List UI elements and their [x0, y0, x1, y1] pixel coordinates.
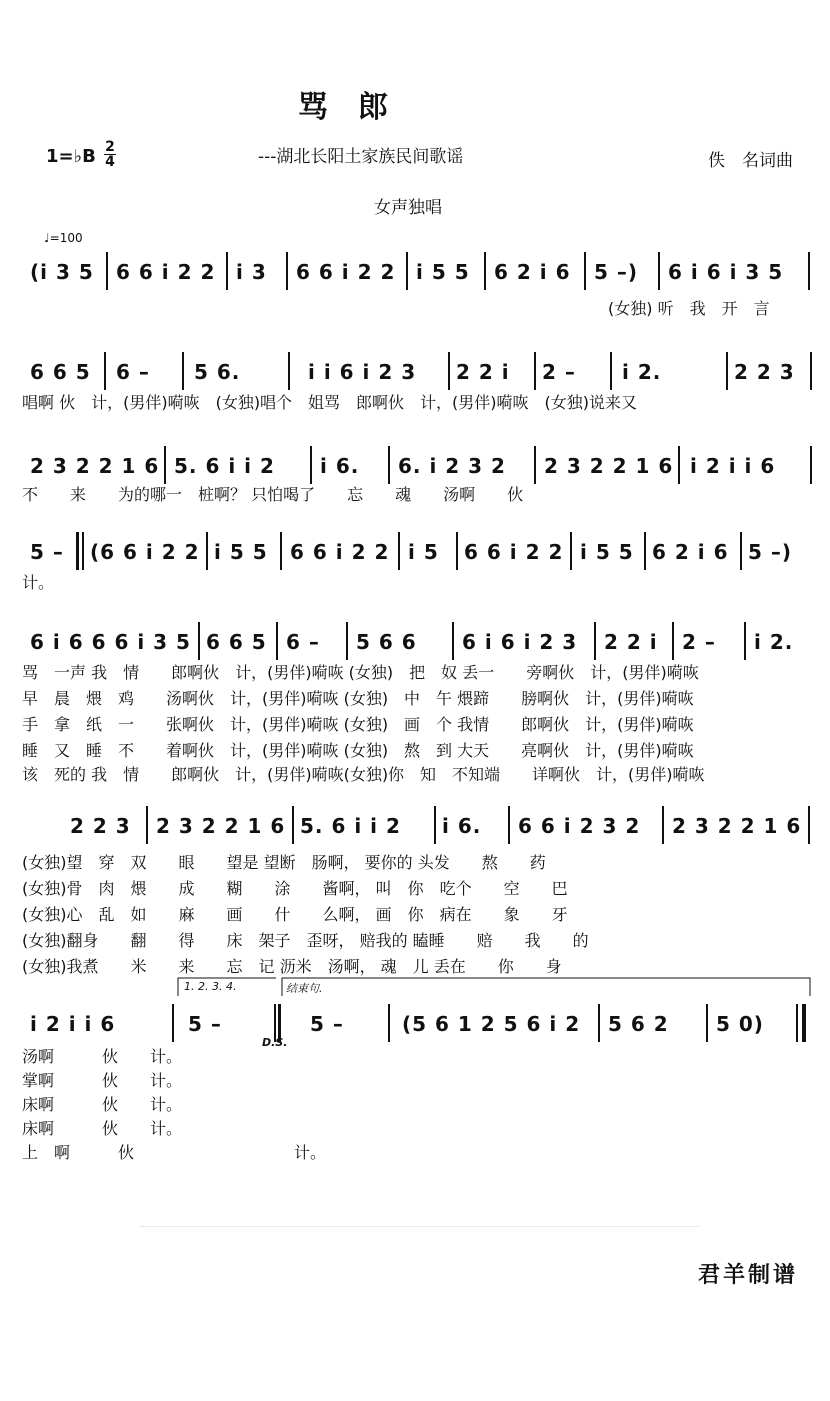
- measure: 2 3 2 2 1 6: [544, 454, 674, 478]
- lyric-line: 汤啊 伙 计。: [22, 1047, 183, 1066]
- measure: 6. i 2 3 2: [398, 454, 506, 478]
- measure: 6 2 i 6: [494, 260, 571, 284]
- measure: (i 3 5: [30, 260, 94, 284]
- lyric-line: 唱啊 伙 计，(男伴)嗬咴 (女独)唱个 姐骂 郎啊伙 计，(男伴)嗬咴 (女独)说来又: [22, 393, 638, 412]
- measure: 2 2 3: [734, 360, 795, 384]
- measure: 6 6 i 2 3 2: [518, 814, 641, 838]
- measure: 2 3 2 2 1 6: [156, 814, 286, 838]
- barline: [388, 1004, 390, 1042]
- measure: i 3: [236, 260, 267, 284]
- measure: 6 i 6 6 6 i 3 5: [30, 630, 191, 654]
- volta-1-label: 1. 2. 3. 4.: [184, 980, 237, 993]
- measure: 2 2 3: [70, 814, 131, 838]
- lyric-line: 计。: [22, 573, 55, 592]
- dal-segno-marking: D.S.: [262, 1036, 288, 1049]
- measure: 2 2 i: [604, 630, 658, 654]
- measure: i 5 5: [416, 260, 470, 284]
- measure: 5 6 2: [608, 1012, 669, 1036]
- measure: 2 3 2 2 1 6: [30, 454, 160, 478]
- scan-artifact-line: [140, 1226, 700, 1228]
- performance-note: 女声独唱: [374, 198, 442, 218]
- measure: i 2.: [754, 630, 794, 654]
- lyric-line: 骂 一声 我 情 郎啊伙 计，(男伴)嗬咴 (女独) 把 奴 丢一 旁啊伙 计，(男伴)嗬咴: [22, 663, 699, 682]
- final-barline: [796, 1004, 798, 1042]
- lyric-line: (女独)心 乱 如 麻 画 什 么啊， 画 你 病在 象 牙: [22, 905, 568, 924]
- lyric-line: 掌啊 伙 计。: [22, 1071, 183, 1090]
- lyric-line: (女独)翻身 翻 得 床 架子 歪呀， 赔我的 瞌睡 赔 我 的: [22, 931, 589, 950]
- measure: 6 –: [116, 360, 150, 384]
- barline: [706, 1004, 708, 1042]
- measure: i 2 i i 6: [690, 454, 776, 478]
- measure: i 5: [408, 540, 439, 564]
- measure: 2 –: [682, 630, 716, 654]
- measure: 5 –): [594, 260, 639, 284]
- lyric-line: 手 拿 纸 一 张啊伙 计，(男伴)嗬咴 (女独) 画 个 我情 郎啊伙 计，(男伴)嗬咴: [22, 715, 694, 734]
- volta-2-label: 结束句.: [286, 982, 323, 995]
- measure: 6 6 5: [206, 630, 267, 654]
- lyric-line: 床啊 伙 计。: [22, 1119, 183, 1138]
- final-barline: [802, 1004, 806, 1042]
- measure: 5 –): [748, 540, 793, 564]
- measure: i 5 5: [580, 540, 634, 564]
- measure: 6 2 i 6: [652, 540, 729, 564]
- measure: i 6.: [442, 814, 482, 838]
- song-title: 骂 郎: [298, 90, 388, 125]
- lyric-line: 不 来 为的哪一 桩啊？ 只怕喝了 忘 魂 汤啊 伙: [22, 485, 524, 504]
- measure: 6 6 i 2 2: [464, 540, 564, 564]
- measure: 6 i 6 i 3 5: [668, 260, 784, 284]
- transcriber-signature: 君羊制谱: [698, 1262, 799, 1288]
- measure: 6 6 i 2 2: [116, 260, 216, 284]
- credit: 佚 名词曲: [708, 151, 793, 171]
- measure: 5 6.: [194, 360, 241, 384]
- measure: 5 0): [716, 1012, 764, 1036]
- lyric-line: 该 死的 我 情 郎啊伙 计，(男伴)嗬咴(女独)你 知 不知端 详啊伙 计，(男伴)嗬咴: [22, 765, 705, 784]
- measure: 5 6 6: [356, 630, 417, 654]
- lyric-line: 上 啊 伙 计。: [22, 1143, 327, 1162]
- lyric-line: (女独) 听 我 开 言: [608, 299, 770, 318]
- lyric-line: (女独)望 穿 双 眼 望是 望断 肠啊， 要你的 头发 熬 药: [22, 853, 546, 872]
- subtitle: ---湖北长阳土家族民间歌谣: [258, 147, 464, 167]
- measure: i 2.: [622, 360, 662, 384]
- measure: i i 6 i 2 3: [308, 360, 417, 384]
- barline: [598, 1004, 600, 1042]
- measure: 6 6 5: [30, 360, 91, 384]
- tempo-marking: ♩=100: [44, 231, 83, 245]
- measure: i 5 5: [214, 540, 268, 564]
- lyric-line: 床啊 伙 计。: [22, 1095, 183, 1114]
- measure: 5. 6 i i 2: [300, 814, 401, 838]
- measure: (6 6 i 2 2: [90, 540, 200, 564]
- key-signature: 1=♭B: [46, 146, 96, 167]
- measure: i 6.: [320, 454, 360, 478]
- measure: 2 2 i: [456, 360, 510, 384]
- lyric-line: (女独)骨 肉 煨 成 糊 涂 酱啊， 叫 你 吃个 空 巴: [22, 879, 568, 898]
- measure: 5 –: [30, 540, 64, 564]
- measure: 2 3 2 2 1 6: [672, 814, 802, 838]
- measure: 5 –: [188, 1012, 222, 1036]
- time-signature: 2 4: [105, 139, 115, 170]
- barline: [172, 1004, 174, 1042]
- measure: 5 –: [310, 1012, 344, 1036]
- measure: 6 6 i 2 2: [290, 540, 390, 564]
- measure: i 2 i i 6: [30, 1012, 116, 1036]
- lyric-line: 早 晨 煨 鸡 汤啊伙 计，(男伴)嗬咴 (女独) 中 午 煨蹄 膀啊伙 计，(男伴)嗬咴: [22, 689, 694, 708]
- measure: 2 –: [542, 360, 576, 384]
- lyric-line: 睡 又 睡 不 着啊伙 计，(男伴)嗬咴 (女独) 熬 到 大天 亮啊伙 计，(男伴)嗬咴: [22, 741, 694, 760]
- measure: 6 6 i 2 2: [296, 260, 396, 284]
- measure: 6 –: [286, 630, 320, 654]
- measure: (5 6 1 2 5 6 i 2: [402, 1012, 581, 1036]
- measure: 6 i 6 i 2 3: [462, 630, 578, 654]
- lyric-line: (女独)我煮 米 来 忘 记 沥米 汤啊， 魂 儿 丢在 你 身: [22, 957, 562, 976]
- measure: 5. 6 i i 2: [174, 454, 275, 478]
